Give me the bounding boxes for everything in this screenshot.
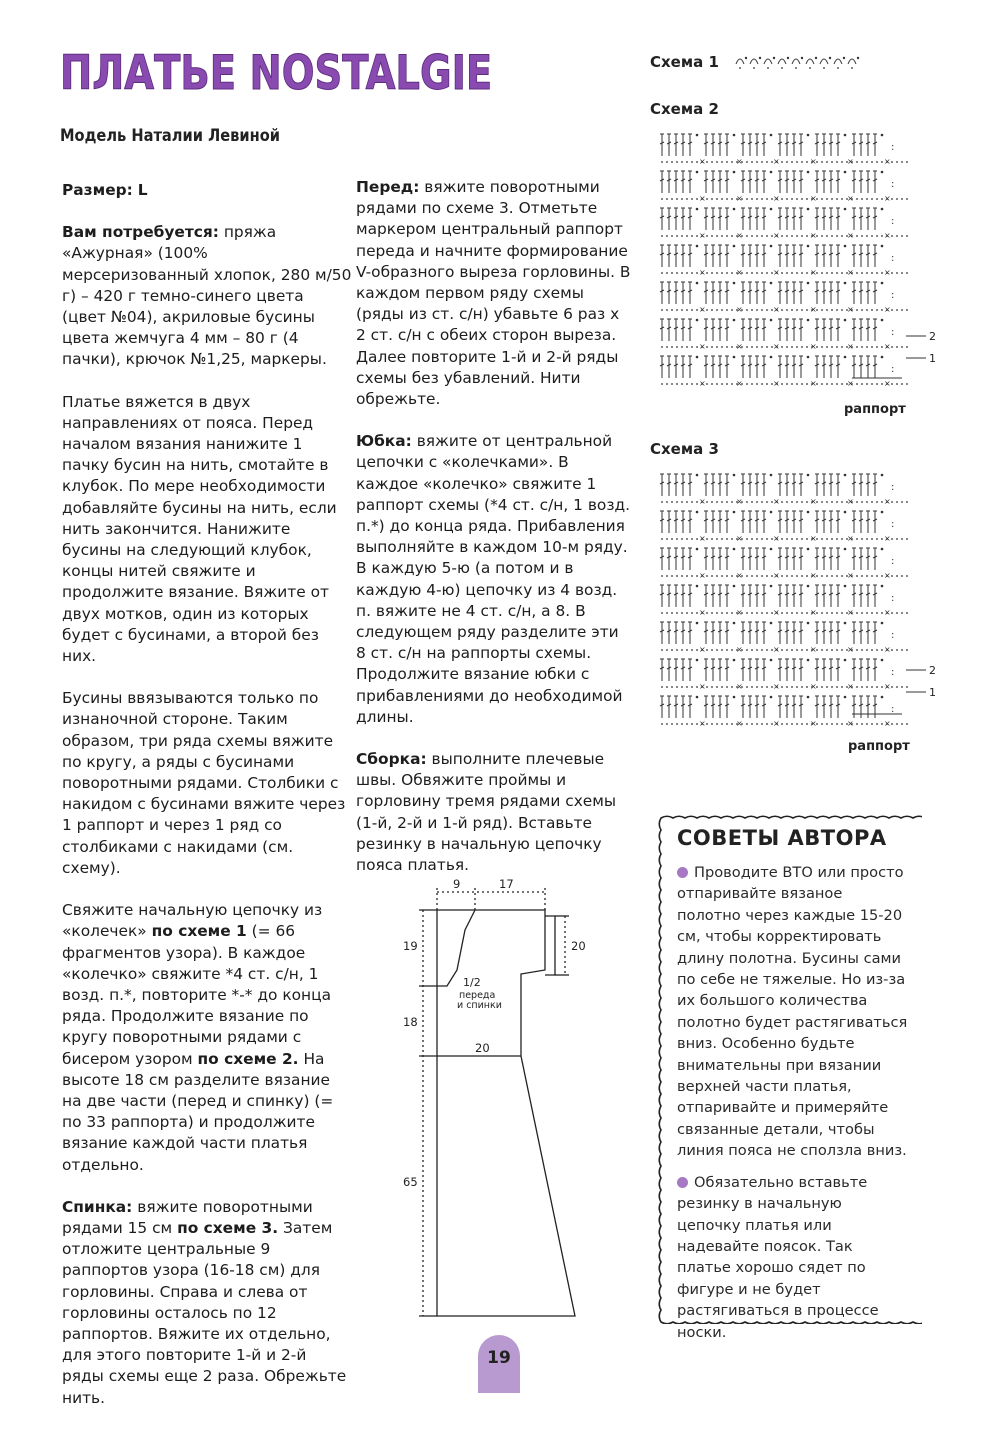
scheme1-chart	[730, 50, 865, 72]
page-number: 19	[487, 1348, 511, 1368]
start-text-b: по схеме 1	[151, 922, 247, 941]
svg-text::: :	[891, 482, 895, 493]
scheme2-row2-marker: 2	[929, 330, 936, 343]
svg-text:×: ×	[884, 268, 891, 277]
svg-text:×: ×	[884, 608, 891, 617]
scheme2-row1-marker: 1	[929, 352, 936, 365]
tips-body	[677, 862, 909, 1353]
start-text-a: Свяжите начальную цепочку из «колечек»	[62, 901, 323, 941]
svg-text:×: ×	[884, 571, 891, 580]
tips-title: СОВЕТЫ АВТОРА	[677, 826, 887, 850]
dim-left-3: 65	[403, 1175, 418, 1189]
svg-text::: :	[891, 142, 895, 153]
svg-text:×: ×	[773, 231, 780, 240]
svg-text:×: ×	[884, 497, 891, 506]
svg-text:×: ×	[736, 645, 743, 654]
svg-text:×: ×	[847, 719, 854, 728]
svg-text:×: ×	[884, 379, 891, 388]
svg-text:×: ×	[736, 342, 743, 351]
left-column	[62, 180, 352, 1430]
materials-text: пряжа «Ажурная» (100% мерсеризованный хлопок, 280 м/50 г) – 420 г темно-синего цвета (цвет №04), акриловые бусины цвета жемчуга 4 мм – 80 г (4 пачки), крючок №1,25, маркеры.	[62, 223, 352, 369]
svg-text:×: ×	[773, 342, 780, 351]
beads-paragraph: Бусины ввязываются только по изнаночной стороне. Таким образом, три ряда схемы вяжите по кругу, а ряды с бусинами поворотными рядами. Столбики с накидом с бусинами вяжите через 1 раппорт и через 1 ряд со столбиками с накидами (см. схему).	[62, 689, 346, 877]
svg-text:×: ×	[736, 534, 743, 543]
svg-text:×: ×	[773, 719, 780, 728]
scheme2-chart	[652, 122, 942, 417]
svg-text:×: ×	[736, 305, 743, 314]
back-text-c: Затем отложите центральные 9 раппортов узора (16-18 см) для горловины. Справа и слева от горловины осталось по 12 раппортов. Вяжите их отдельно, для этого повторите 1-й и 2-й ряды схемы еще 2 раза. Обрежьте нить.	[62, 1218, 347, 1407]
svg-text::: :	[891, 327, 895, 338]
svg-text:×: ×	[847, 682, 854, 691]
materials-paragraph	[62, 222, 352, 370]
svg-text:×: ×	[699, 497, 706, 506]
front-paragraph	[356, 177, 631, 410]
svg-text::: :	[891, 179, 895, 190]
svg-text:×: ×	[736, 719, 743, 728]
svg-text:×: ×	[810, 682, 817, 691]
svg-text:×: ×	[736, 571, 743, 580]
svg-text::: :	[891, 216, 895, 227]
piece-label-3: и спинки	[457, 1000, 502, 1011]
svg-text:×: ×	[847, 534, 854, 543]
svg-text::: :	[891, 556, 895, 567]
scheme3-row2-marker: 2	[929, 664, 936, 677]
skirt-paragraph	[356, 431, 631, 728]
svg-text::: :	[891, 704, 895, 715]
assembly-paragraph	[356, 749, 631, 876]
svg-text:×: ×	[736, 379, 743, 388]
svg-text:×: ×	[699, 645, 706, 654]
svg-text:×: ×	[810, 194, 817, 203]
svg-text:×: ×	[699, 571, 706, 580]
svg-text:×: ×	[847, 342, 854, 351]
svg-text:×: ×	[847, 305, 854, 314]
svg-text:×: ×	[773, 194, 780, 203]
svg-text:×: ×	[884, 157, 891, 166]
scheme2-label: Схема 2	[650, 100, 719, 118]
start-text-e: На высоте 18 см разделите вязание на две части (перед и спинку) (= по 33 раппорта) и продолжите вязание каждой части платья отдельно.	[62, 1049, 334, 1174]
svg-text:×: ×	[773, 645, 780, 654]
svg-text:×: ×	[847, 231, 854, 240]
svg-text:×: ×	[699, 194, 706, 203]
middle-column	[356, 177, 631, 897]
svg-text:×: ×	[773, 682, 780, 691]
svg-text:×: ×	[810, 645, 817, 654]
svg-text:×: ×	[810, 231, 817, 240]
size-label: Размер:	[62, 181, 133, 199]
svg-text:×: ×	[773, 571, 780, 580]
piece-label-1: 1/2	[463, 976, 481, 989]
tip-text-1: Проводите ВТО или просто отпаривайте вязаное полотно через каждые 15-20 см, чтобы корректировать длину полотна. Бусины сами по себе не тяжелые. Но из-за их большого количества полотно будет растягиваться вниз. Особенно будьте внимательны при вязании верхней части платья, отпаривайте и примеряйте связанные детали, чтобы линия пояса не сползла вниз.	[677, 864, 908, 1160]
svg-text:×: ×	[884, 231, 891, 240]
dim-top-2: 17	[499, 877, 514, 891]
svg-text:×: ×	[884, 719, 891, 728]
author-tips-box	[655, 812, 922, 1341]
intro-paragraph: Платье вяжется в двух направлениях от пояса. Перед началом вязания нанижите 1 пачку бусин на нить, смотайте в клубок. По мере необходимости добавляйте бусины на нить, если нить закончится. Нанижите бусины на следующий клубок, концы нитей свяжите и продолжите вязание. Вяжите от двух мотков, один из которых будет с бусинами, а второй без них.	[62, 392, 337, 666]
svg-text:×: ×	[699, 305, 706, 314]
svg-text:×: ×	[810, 719, 817, 728]
svg-text:×: ×	[810, 534, 817, 543]
svg-text:×: ×	[773, 379, 780, 388]
back-text-a: вяжите поворотными рядами 15 см	[62, 1197, 313, 1237]
bullet-dot-icon	[677, 1177, 688, 1188]
dim-waist: 20	[475, 1041, 490, 1055]
dim-right: 20	[571, 939, 586, 953]
svg-text:×: ×	[884, 534, 891, 543]
svg-text:×: ×	[810, 571, 817, 580]
scheme3-chart	[652, 462, 942, 757]
piece-label-2: переда	[459, 990, 496, 1001]
svg-text:×: ×	[699, 682, 706, 691]
back-paragraph	[62, 1197, 352, 1409]
svg-text:×: ×	[847, 645, 854, 654]
svg-text:×: ×	[699, 719, 706, 728]
skirt-text: вяжите от центральной цепочки с «колечками». В каждое «колечко» свяжите 1 раппорт схемы (*4 ст. с/н, 1 возд. п.*) до конца ряда. Прибавления выполняйте в каждом 10-м ряду. В каждую 5-ю (а потом и в каждую 4-ю) цепочку из 4 возд. п. вяжите не 4 ст. с/н, а 8. В следующем ряду разделите эти 8 ст. с/н на раппорты схемы. Продолжите вязание юбки с прибавлениями до необходимой длины.	[356, 432, 631, 726]
svg-text:×: ×	[699, 608, 706, 617]
bullet-dot-icon	[677, 867, 688, 878]
svg-text::: :	[891, 593, 895, 604]
pattern-outline	[437, 910, 575, 1316]
start-text-c: (= 66 фрагментов узора). В каждое «колечко» свяжите *4 ст. с/н, 1 возд. п.*, повторите *-* до конца ряда. Продолжите вязание по кругу поворотными рядами с бисером узором	[62, 922, 332, 1068]
svg-text:×: ×	[773, 157, 780, 166]
svg-text:×: ×	[773, 497, 780, 506]
svg-text::: :	[891, 667, 895, 678]
dim-left-2: 18	[403, 1015, 418, 1029]
svg-text:×: ×	[884, 305, 891, 314]
svg-text:×: ×	[773, 534, 780, 543]
svg-text:×: ×	[847, 571, 854, 580]
svg-text:×: ×	[699, 268, 706, 277]
svg-text:×: ×	[736, 497, 743, 506]
svg-text:×: ×	[847, 497, 854, 506]
back-label: Спинка:	[62, 1197, 133, 1216]
svg-text:×: ×	[699, 379, 706, 388]
svg-text:×: ×	[810, 608, 817, 617]
tip-text-2: Обязательно вставьте резинку в начальную цепочку платья или надевайте поясок. Так платье хорошо сядет по фигуре и не будет растягиваться в процессе носки.	[677, 1173, 879, 1341]
svg-text:×: ×	[699, 231, 706, 240]
dim-top-1: 9	[453, 877, 461, 891]
page-title: ПЛАТЬЕ NOSTALGIE	[60, 46, 493, 101]
page-number-tab	[478, 1335, 520, 1393]
svg-text:×: ×	[736, 157, 743, 166]
garment-pattern-diagram	[395, 870, 635, 1330]
svg-text:×: ×	[810, 497, 817, 506]
svg-text:×: ×	[810, 379, 817, 388]
size-value: L	[137, 181, 148, 199]
size-paragraph	[62, 180, 352, 201]
start-text-d: по схеме 2.	[197, 1049, 299, 1068]
neckline-line	[437, 910, 475, 986]
start-paragraph	[62, 900, 352, 1176]
svg-text:×: ×	[884, 342, 891, 351]
svg-text:×: ×	[773, 305, 780, 314]
svg-text::: :	[891, 253, 895, 264]
svg-text:×: ×	[736, 231, 743, 240]
front-label: Перед:	[356, 178, 420, 196]
svg-text:×: ×	[847, 194, 854, 203]
dim-left-1: 19	[403, 939, 418, 953]
svg-text:×: ×	[847, 268, 854, 277]
svg-text:×: ×	[699, 534, 706, 543]
svg-text:×: ×	[736, 608, 743, 617]
svg-text:×: ×	[810, 268, 817, 277]
svg-text:×: ×	[736, 268, 743, 277]
front-text: вяжите поворотными рядами по схеме 3. Отметьте маркером центральный раппорт переда и начните формирование V-образного выреза горловины. В каждом первом ряду схемы (ряды из ст. с/н) убавьте 6 раз х 2 ст. с/н с обеих сторон выреза. Далее повторите 1-й и 2-й ряды схемы без убавлений. Нити обрежьте.	[356, 178, 631, 409]
svg-text:×: ×	[847, 379, 854, 388]
svg-text:×: ×	[736, 682, 743, 691]
svg-text:×: ×	[847, 608, 854, 617]
svg-text:×: ×	[810, 305, 817, 314]
tip-item-1	[677, 862, 909, 1162]
svg-text::: :	[891, 364, 895, 375]
svg-text:×: ×	[773, 608, 780, 617]
svg-text:×: ×	[736, 194, 743, 203]
svg-text:×: ×	[699, 342, 706, 351]
svg-text:×: ×	[884, 645, 891, 654]
scheme3-label: Схема 3	[650, 440, 719, 458]
svg-text:×: ×	[810, 157, 817, 166]
svg-text:×: ×	[847, 157, 854, 166]
assembly-label: Сборка:	[356, 750, 427, 769]
svg-text::: :	[891, 519, 895, 530]
materials-label: Вам потребуется:	[62, 223, 219, 242]
scheme3-repeat-label: раппорт	[848, 739, 910, 754]
tip-item-2	[677, 1172, 909, 1343]
svg-text:×: ×	[884, 194, 891, 203]
back-text-b: по схеме 3.	[177, 1218, 279, 1237]
assembly-text: выполните плечевые швы. Обвяжите проймы и горловину тремя рядами схемы (1-й, 2-й и 1-й ряд). Вставьте резинку в начальную цепочку пояса платья.	[356, 750, 617, 875]
skirt-label: Юбка:	[356, 432, 412, 451]
author-line: Модель Наталии Левиной	[60, 126, 281, 146]
scheme1-label: Схема 1	[650, 53, 719, 71]
svg-text:×: ×	[810, 342, 817, 351]
svg-text::: :	[891, 630, 895, 641]
scheme2-repeat-label: раппорт	[844, 402, 906, 417]
scheme3-row1-marker: 1	[929, 686, 936, 699]
svg-text::: :	[891, 290, 895, 301]
svg-text:×: ×	[884, 682, 891, 691]
svg-text:×: ×	[773, 268, 780, 277]
svg-text:×: ×	[699, 157, 706, 166]
